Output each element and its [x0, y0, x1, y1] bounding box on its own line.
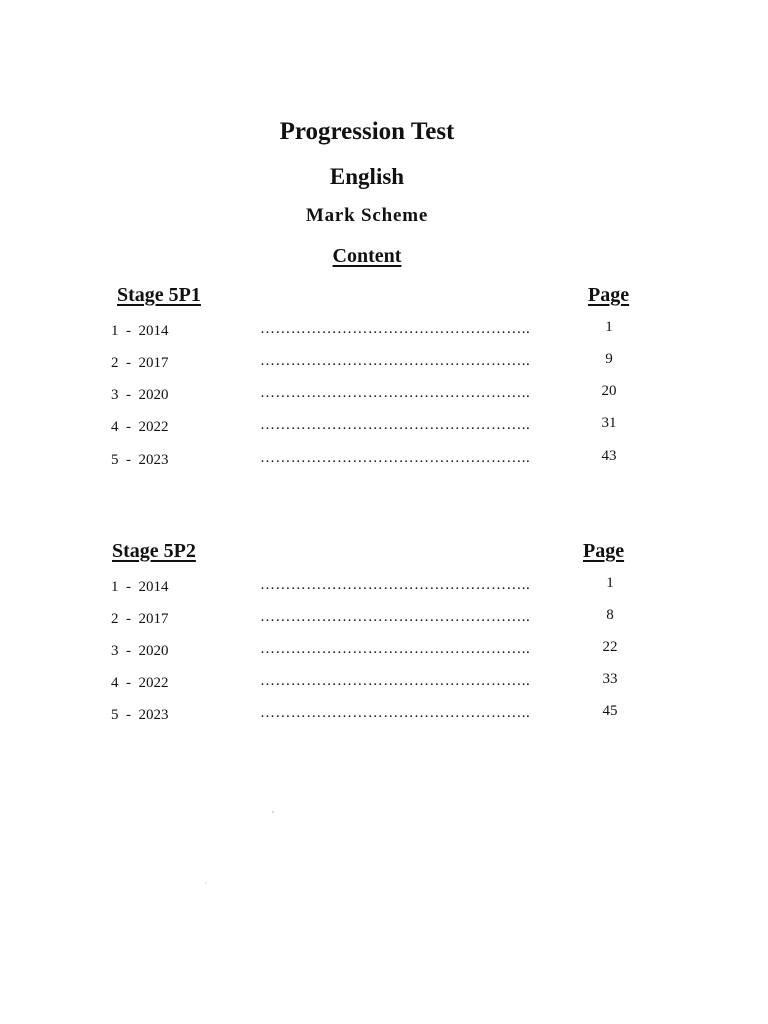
toc-dot-leader: …………………………………………….. [260, 353, 531, 369]
section-heading-stage-5p1: Stage 5P1 [117, 284, 201, 306]
toc-entry-page: 43 [601, 448, 617, 464]
toc-entry [0, 671, 768, 699]
toc-dot-leader: …………………………………………….. [260, 450, 531, 466]
toc-entry-label: 5 - 2023 [111, 452, 169, 468]
toc-entry-label: 3 - 2020 [111, 643, 169, 659]
toc-entry-page: 22 [602, 639, 618, 655]
toc-entry [0, 607, 768, 635]
toc-dot-leader: …………………………………………….. [260, 385, 531, 401]
toc-entry-label: 5 - 2023 [111, 707, 169, 723]
toc-dot-leader: …………………………………………….. [260, 609, 531, 625]
toc-entry-label: 2 - 2017 [111, 355, 169, 371]
toc-entry-label: 4 - 2022 [111, 419, 169, 435]
scan-speck [272, 811, 274, 813]
toc-entry [0, 415, 768, 443]
toc-dot-leader: …………………………………………….. [260, 705, 531, 721]
toc-entry-page: 1 [606, 575, 614, 591]
toc-dot-leader: …………………………………………….. [260, 673, 531, 689]
section-page-heading-stage-5p2: Page [583, 540, 625, 562]
section-heading-stage-5p2: Stage 5P2 [112, 540, 196, 562]
toc-dot-leader: …………………………………………….. [260, 321, 531, 337]
toc-entry-page: 8 [606, 607, 614, 623]
toc-entry-label: 2 - 2017 [111, 611, 169, 627]
toc-entry-label: 4 - 2022 [111, 675, 169, 691]
toc-dot-leader: …………………………………………….. [260, 417, 531, 433]
toc-entry [0, 639, 768, 667]
toc-dot-leader: …………………………………………….. [260, 577, 531, 593]
document-subject: English [329, 164, 405, 189]
section-page-heading-stage-5p1: Page [588, 284, 630, 306]
toc-entry-page: 20 [601, 383, 617, 399]
toc-dot-leader: …………………………………………….. [260, 641, 531, 657]
toc-entry [0, 351, 768, 379]
toc-entry-label: 3 - 2020 [111, 387, 169, 403]
toc-entry-label: 1 - 2014 [111, 323, 169, 339]
toc-entry-page: 45 [602, 703, 618, 719]
toc-entry [0, 319, 768, 347]
toc-entry [0, 575, 768, 603]
toc-entry-page: 9 [605, 351, 613, 367]
scan-speck [205, 882, 207, 884]
document-subtitle: Mark Scheme [305, 205, 429, 226]
toc-entry [0, 703, 768, 731]
toc-entry-page: 31 [601, 415, 617, 431]
toc-entry [0, 448, 768, 476]
toc-entry-page: 1 [605, 319, 613, 335]
toc-entry-page: 33 [602, 671, 618, 687]
document-title: Progression Test [279, 118, 455, 145]
toc-entry [0, 383, 768, 411]
toc-entry-label: 1 - 2014 [111, 579, 169, 595]
contents-heading: Content [332, 245, 402, 267]
